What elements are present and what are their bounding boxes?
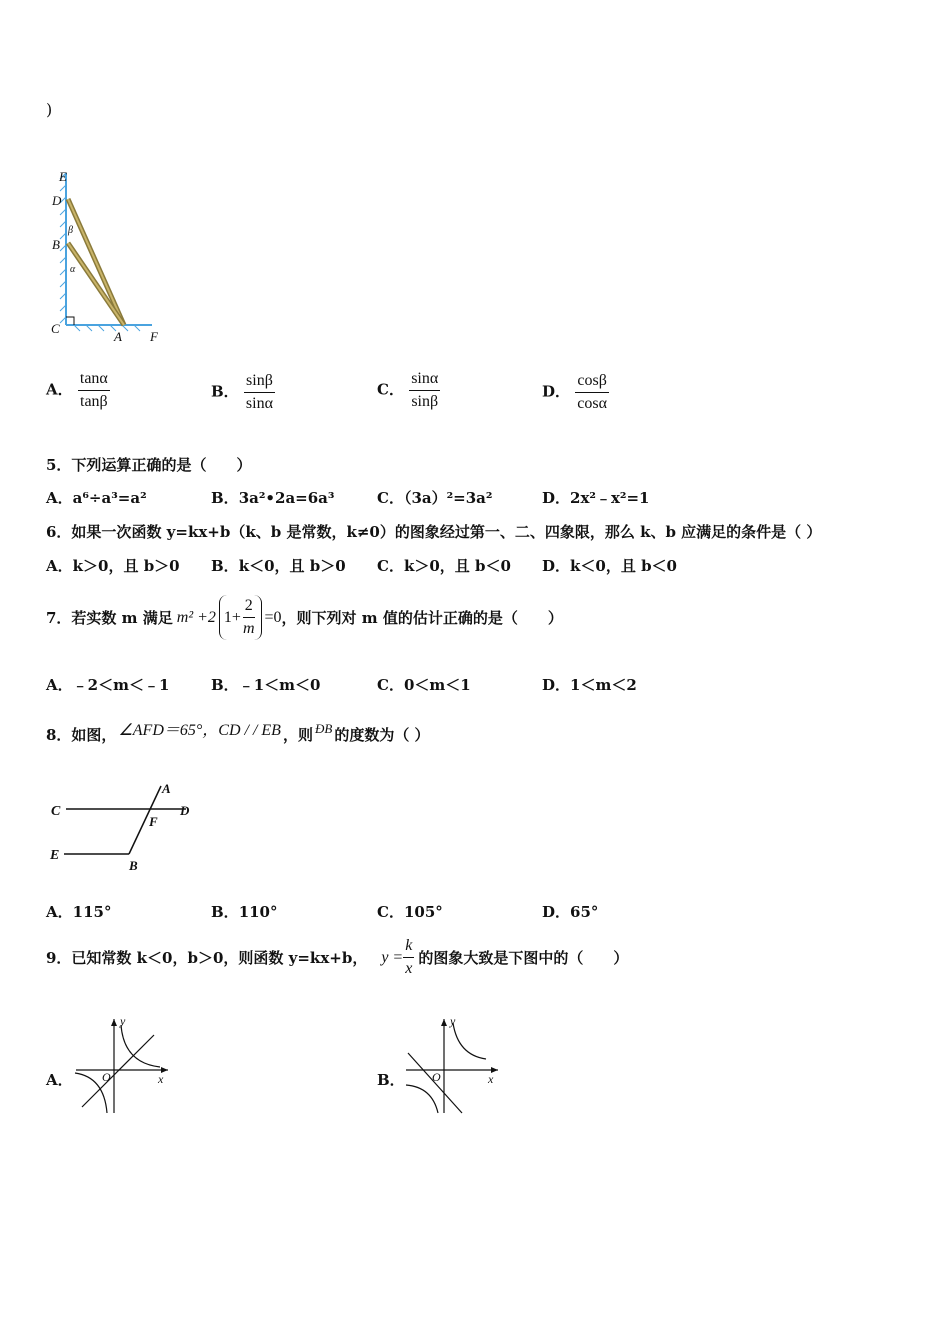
q9-graph-a[interactable] [72, 1015, 172, 1115]
label-A: A [114, 329, 122, 344]
q5-option-b[interactable]: B．3a²•2a=6a³ [211, 489, 335, 507]
option-label: C． [377, 380, 404, 399]
q4-option-c[interactable] [377, 368, 440, 413]
q6-text: 6．如果一次函数 y=kx+b（k、b 是常数，k≠0）的图象经过第一、二、四象限，那么 k、b 应满足的条件是（ ） [46, 523, 822, 541]
q5-option-a[interactable]: A．a⁶÷a³=a² [46, 489, 147, 507]
q8-prefix: 8．如图， [46, 726, 117, 744]
q7-eq-one: 1+ [223, 608, 241, 626]
axis-y-label: y [120, 1015, 126, 1028]
fraction: $\frac{\cos\beta}{\cos\alpha}$ [577, 372, 607, 412]
q9-question [46, 935, 628, 980]
q7-option-b[interactable]: B．﹣1＜m＜0 [211, 676, 321, 694]
q8-math: ∠AFD＝65°，CD / / EB [118, 722, 281, 739]
q9-option-b-label[interactable]: B． [377, 1071, 405, 1089]
option-label: B． [211, 382, 239, 401]
q8-option-b[interactable]: B．110° [211, 903, 278, 921]
q5-text: 5．下列运算正确的是（ ） [46, 456, 252, 474]
label-F: F [149, 814, 158, 829]
label-alpha: α [70, 264, 76, 275]
q4-option-d[interactable] [542, 370, 609, 415]
q4-option-a[interactable] [46, 368, 110, 413]
q4-option-b[interactable] [211, 370, 275, 415]
q8-option-c[interactable]: C．105° [377, 903, 443, 921]
label-beta: β [68, 225, 73, 236]
q8-option-d[interactable]: D．65° [542, 903, 599, 921]
q9-prefix: 9．已知常数 k＜0，b＞0，则函数 y=kx+b， [46, 949, 368, 967]
axis-x-label: x [488, 1072, 494, 1086]
q6-option-c[interactable]: C．k＞0，且 b＜0 [377, 557, 511, 575]
q5-option-d[interactable]: D．2x²﹣x²=1 [542, 489, 650, 507]
origin-label: O [102, 1070, 111, 1084]
label-E: E [50, 848, 60, 863]
q7-question [46, 595, 563, 640]
fraction: $\frac{\sin\beta}{\sin\alpha}$ [245, 372, 273, 412]
fraction: $\frac{\sin\alpha}{\sin\beta}$ [411, 370, 439, 410]
parallel-lines-figure [46, 778, 201, 876]
q8-suffix: 的度数为（ ） [334, 726, 430, 744]
q7-prefix: 7．若实数 m 满足 [46, 609, 173, 627]
label-C: C [51, 804, 61, 819]
q8-question [46, 712, 430, 745]
q7-paren [219, 595, 262, 640]
q7-eq-right: =0 [264, 608, 282, 626]
origin-label: O [432, 1070, 441, 1084]
fraction: $\frac{\tan\alpha}{\tan\beta}$ [79, 370, 108, 410]
q8-angle: ÐB [314, 720, 333, 736]
q9-suffix: 的图象大致是下图中的（ ） [418, 949, 629, 967]
axis-y-label: y [450, 1015, 456, 1028]
label-F: F [150, 329, 158, 344]
label-D: D [52, 193, 62, 208]
label-E: E [59, 169, 67, 184]
q9-fraction: $\frac{k}{x}$ [405, 937, 413, 977]
q9-y-eq: y = [381, 948, 404, 966]
q7-option-c[interactable]: C．0＜m＜1 [377, 676, 471, 694]
q6-option-b[interactable]: B．k＜0，且 b＞0 [211, 557, 346, 575]
q8-mid: ，则 [282, 726, 313, 744]
label-B: B [52, 237, 60, 252]
q7-suffix: ，则下列对 m 值的估计正确的是（ ） [281, 609, 563, 627]
q6-option-d[interactable]: D．k＜0，且 b＜0 [542, 557, 677, 575]
label-C: C [51, 321, 60, 336]
q6-option-a[interactable]: A．k＞0，且 b＞0 [46, 557, 180, 575]
q7-fraction: $\frac{2}{m}$ [242, 597, 255, 637]
q5-option-c[interactable]: C．（3a）²=3a² [377, 489, 493, 507]
q9-graph-b[interactable] [402, 1015, 502, 1115]
q9-option-a-label[interactable]: A． [46, 1071, 73, 1089]
q7-option-a[interactable]: A．﹣2＜m＜﹣1 [46, 676, 170, 694]
top-paren: ) [46, 100, 53, 119]
option-label: A． [46, 380, 73, 399]
label-D: D [180, 803, 190, 818]
q7-eq-left: m² +2 [176, 608, 216, 626]
axis-x-label: x [158, 1072, 164, 1086]
ladder-figure [44, 165, 169, 350]
q8-option-a[interactable]: A．115° [46, 903, 112, 921]
label-A: A [162, 781, 171, 796]
label-B: B [129, 858, 138, 873]
q7-option-d[interactable]: D．1＜m＜2 [542, 676, 637, 694]
option-label: D． [542, 382, 571, 401]
